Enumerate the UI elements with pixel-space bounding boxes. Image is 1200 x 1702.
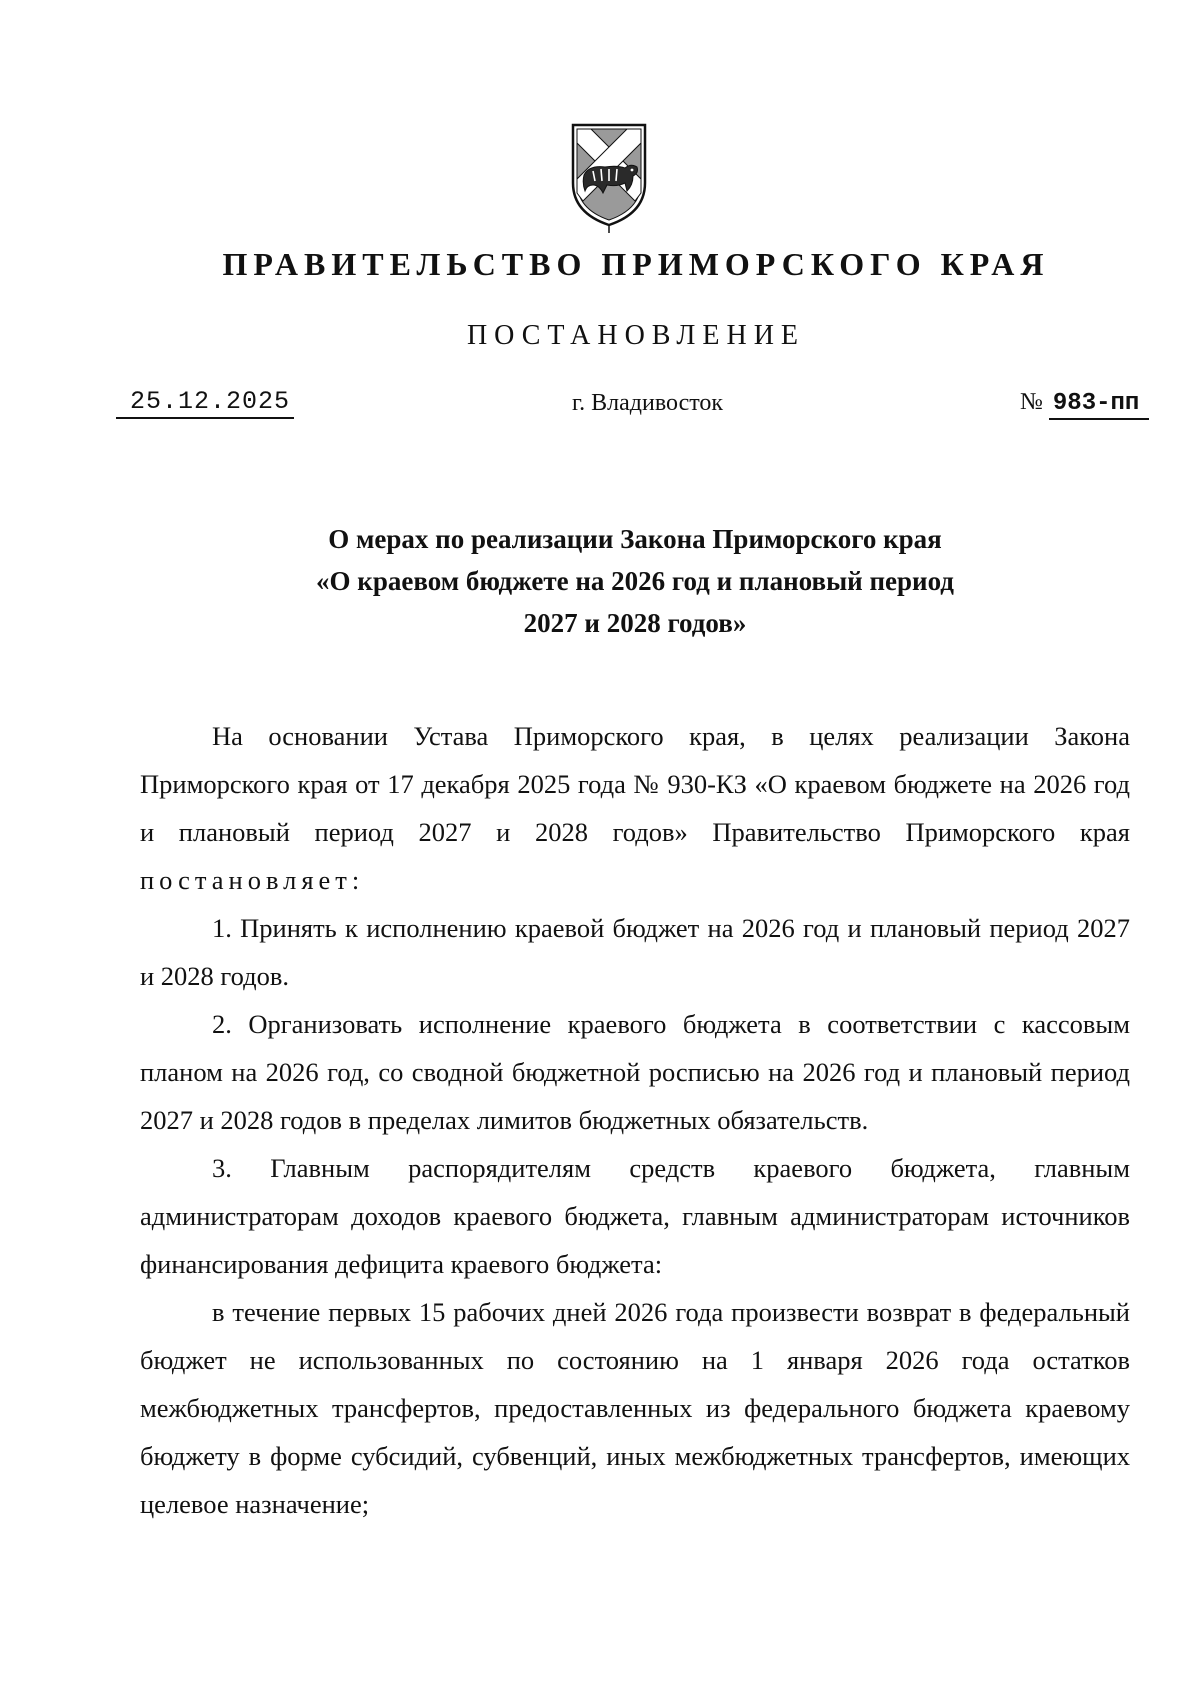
paragraph-item-3-sub: в течение первых 15 рабочих дней 2026 года произвести возврат в федеральный бюджет не использованных по состоянию на 1 января 2026 года остатков межбюджетных трансфертов, предоставленных из федерального бюджета краевому бюджету в форме субсидий, субвенций, иных межбюджетных трансфертов, имеющих целевое назначение;: [140, 1297, 1130, 1519]
document-type: ПОСТАНОВЛЕНИЕ: [466, 320, 806, 351]
coat-of-arms-icon: [569, 121, 649, 234]
heading-line: «О краевом бюджете на 2026 год и плановый период: [316, 566, 954, 596]
number-sign: №: [1020, 389, 1043, 415]
organization-title: ПРАВИТЕЛЬСТВО ПРИМОРСКОГО КРАЯ: [222, 246, 1050, 282]
resolves-suffix: :: [351, 865, 360, 895]
paragraph-item-3: 3. Главным распорядителям средств краевого бюджета, главным администраторам доходов краевого бюджета, главным администраторам источников финансирования дефицита краевого бюджета:: [140, 1153, 1130, 1279]
preamble-text: На основании Устава Приморского края, в целях реализации Закона Приморского края от 17 декабря 2025 года № 930-КЗ «О краевом бюджете на 2026 год и плановый период 2027 и 2028 годов» Правительство Приморского края: [140, 721, 1130, 847]
preamble-paragraph: [140, 712, 1130, 904]
document-city: г. Владивосток: [572, 390, 724, 416]
document-date: 25.12.2025: [116, 388, 294, 419]
heading-line: О мерах по реализации Закона Приморского края: [328, 524, 942, 554]
number-value: 983-пп: [1049, 390, 1149, 420]
paragraph-item-2: 2. Организовать исполнение краевого бюджета в соответствии с кассовым планом на 2026 год, со сводной бюджетной росписью на 2026 год и плановый период 2027 и 2028 годов в пределах лимитов бюджетных обязательств.: [140, 1009, 1130, 1135]
document-body: [140, 712, 1130, 1528]
document-number: [1020, 388, 1149, 419]
document-heading: [140, 518, 1130, 644]
heading-line: 2027 и 2028 годов»: [523, 608, 747, 638]
paragraph-item-1: 1. Принять к исполнению краевой бюджет на 2026 год и плановый период 2027 и 2028 годов.: [140, 913, 1130, 991]
resolves-word: постановляет: [140, 865, 352, 895]
